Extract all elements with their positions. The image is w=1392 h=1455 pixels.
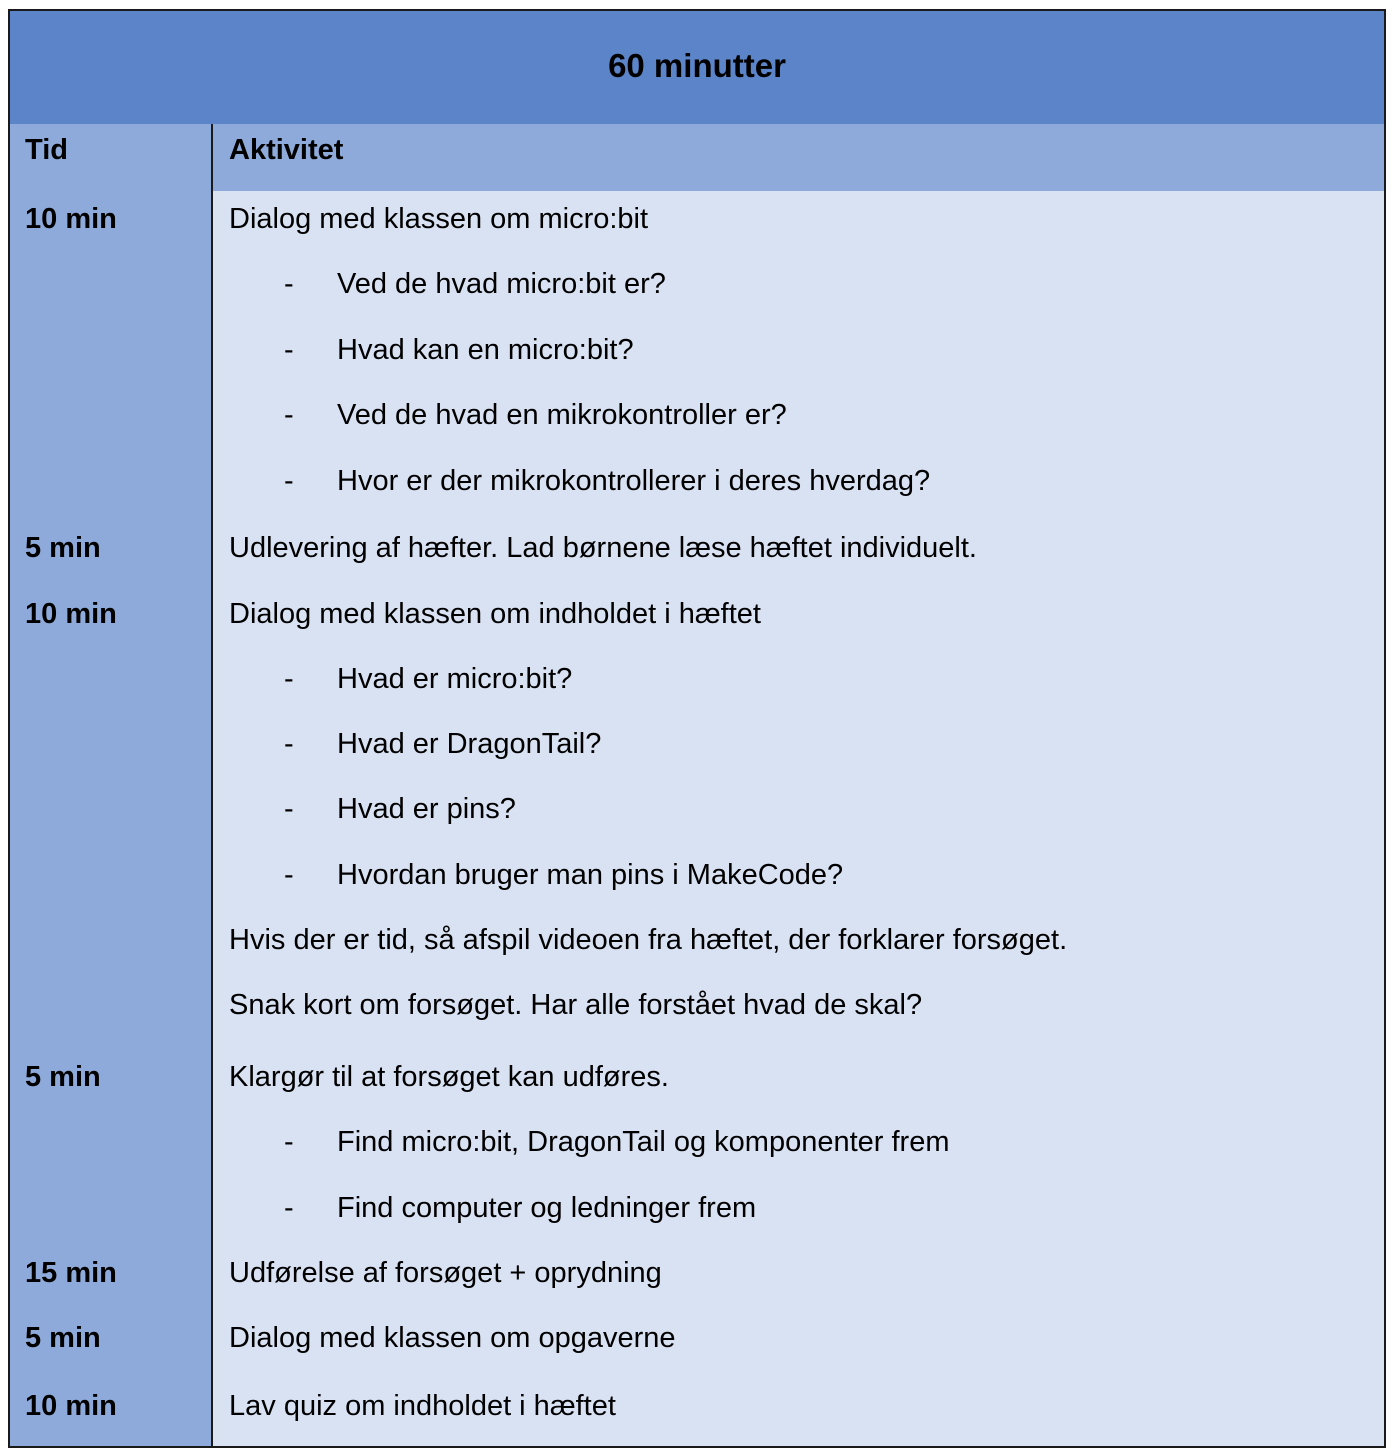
header-activity-cell: [213, 124, 1384, 191]
time-label: 5 min: [25, 1322, 101, 1354]
table-title: 60 minutter: [608, 46, 786, 84]
activity-text: Klargør til at forsøget kan udføres.: [229, 1061, 669, 1093]
bullet-text: Ved de hvad micro:bit er?: [337, 268, 666, 300]
activity-cell: [213, 1049, 1384, 1246]
bullet-dash: -: [284, 793, 294, 825]
time-label: 15 min: [25, 1257, 117, 1289]
bullet-text: Find micro:bit, DragonTail og komponenter frem: [337, 1126, 950, 1158]
activity-cell: [213, 1246, 1384, 1312]
time-cell: [10, 1049, 213, 1246]
bullet-dash: -: [284, 268, 294, 300]
time-cell: [10, 1380, 213, 1446]
schedule-table: [8, 9, 1386, 1448]
time-cell: [10, 588, 213, 1049]
bullet-text: Hvad er pins?: [337, 793, 516, 825]
table-row: [10, 1312, 1384, 1382]
time-cell: [10, 191, 213, 520]
time-label: 10 min: [25, 598, 117, 630]
bullet-text: Hvor er der mikrokontrollerer i deres hverdag?: [337, 465, 931, 497]
activity-cell: [213, 191, 1384, 520]
table-row: [10, 1380, 1384, 1446]
activity-text: Snak kort om forsøget. Har alle forstået hvad de skal?: [229, 989, 923, 1021]
bullet-text: Find computer og ledninger frem: [337, 1192, 757, 1224]
bullet-dash: -: [284, 334, 294, 366]
activity-text: Dialog med klassen om opgaverne: [229, 1322, 676, 1354]
header-time-cell: [10, 124, 213, 191]
header-time-label: Tid: [25, 134, 68, 166]
bullet-dash: -: [284, 465, 294, 497]
activity-cell: [213, 588, 1384, 1049]
header-activity-label: Aktivitet: [229, 134, 344, 166]
time-cell: [10, 1312, 213, 1380]
bullet-dash: -: [284, 859, 294, 891]
bullet-dash: -: [284, 399, 294, 431]
bullet-dash: -: [284, 1126, 294, 1158]
table-row: [10, 191, 1384, 522]
time-label: 10 min: [25, 1390, 117, 1422]
time-cell: [10, 520, 213, 588]
time-label: 5 min: [25, 532, 101, 564]
activity-text: Udførelse af forsøget + oprydning: [229, 1257, 662, 1289]
activity-cell: [213, 1312, 1384, 1380]
activity-text: Hvis der er tid, så afspil videoen fra hæftet, der forklarer forsøget.: [229, 924, 1068, 956]
bullet-text: Hvad er micro:bit?: [337, 663, 573, 695]
activity-text: Dialog med klassen om indholdet i hæftet: [229, 598, 761, 630]
bullet-dash: -: [284, 663, 294, 695]
title-row: [10, 11, 1384, 126]
bullet-text: Ved de hvad en mikrokontroller er?: [337, 399, 787, 431]
table-row: [10, 1049, 1384, 1248]
bullet-text: Hvordan bruger man pins i MakeCode?: [337, 859, 844, 891]
header-row: [10, 124, 1384, 193]
activity-text: Lav quiz om indholdet i hæftet: [229, 1390, 616, 1422]
bullet-dash: -: [284, 1192, 294, 1224]
table-row: [10, 588, 1384, 1051]
bullet-dash: -: [284, 728, 294, 760]
time-label: 5 min: [25, 1061, 101, 1093]
bullet-text: Hvad er DragonTail?: [337, 728, 602, 760]
bullet-text: Hvad kan en micro:bit?: [337, 334, 634, 366]
activity-text: Dialog med klassen om micro:bit: [229, 203, 649, 235]
time-cell: [10, 1246, 213, 1312]
activity-text: Udlevering af hæfter. Lad børnene læse hæftet individuelt.: [229, 532, 977, 564]
activity-cell: [213, 1380, 1384, 1446]
activity-cell: [213, 520, 1384, 588]
time-label: 10 min: [25, 203, 117, 235]
table-row: [10, 520, 1384, 590]
table-row: [10, 1246, 1384, 1314]
